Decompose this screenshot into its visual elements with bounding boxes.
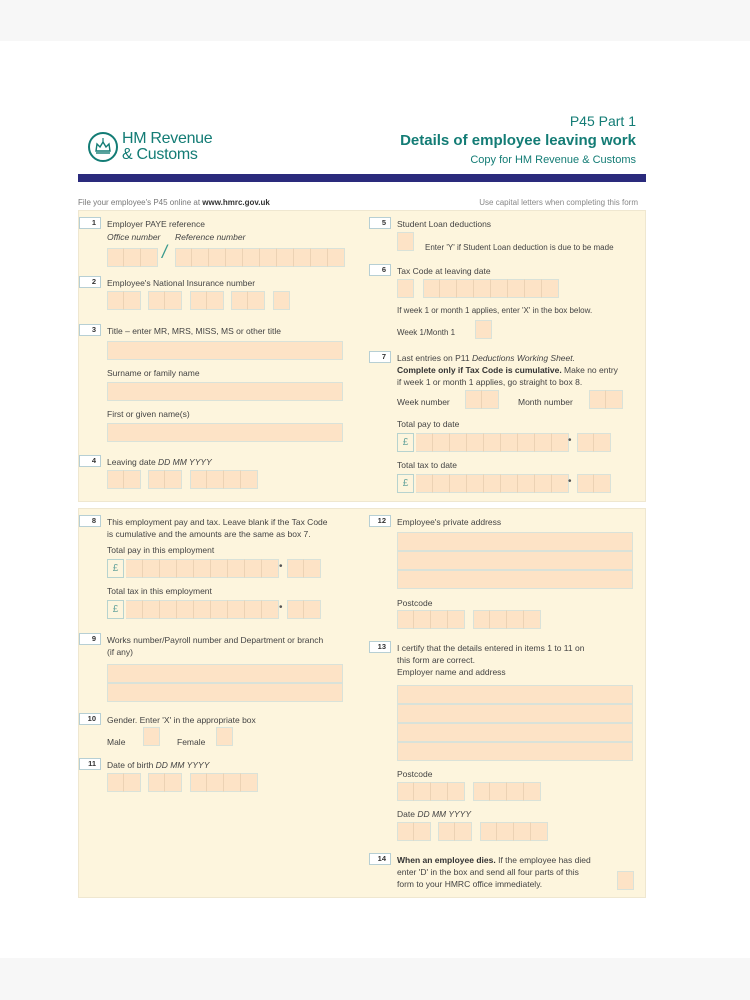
total-pay-to-date-pence[interactable] <box>577 433 611 452</box>
section-label-2: (if any) <box>107 647 133 657</box>
org-name-line2: & Customs <box>122 146 198 163</box>
form-title: Details of employee leaving work <box>400 132 636 149</box>
crown-icon <box>88 132 118 162</box>
section-label: I certify that the details entered in items 1 to 11 on <box>397 643 585 653</box>
ni-input-3[interactable] <box>190 291 224 310</box>
postcode-input-2[interactable] <box>473 610 541 629</box>
section-label: Employee's National Insurance number <box>107 278 256 288</box>
total-tax-to-date-pounds[interactable] <box>397 474 569 493</box>
panel-employee-details <box>78 210 646 502</box>
week1-label: Week 1/Month 1 <box>397 328 456 337</box>
section-number: 5 <box>369 217 391 229</box>
section-number: 12 <box>369 515 391 527</box>
bottom-band <box>0 958 750 1000</box>
cert-year-input[interactable] <box>480 822 548 841</box>
first-name-input[interactable] <box>107 423 343 442</box>
address-line-1[interactable] <box>397 532 633 551</box>
section-label-2: this form are correct. <box>397 655 475 665</box>
section-number: 8 <box>79 515 101 527</box>
male-checkbox[interactable] <box>143 727 160 746</box>
total-tax-pence[interactable] <box>287 600 321 619</box>
pound-icon: £ <box>107 600 124 619</box>
address-line-3[interactable] <box>397 570 633 589</box>
works-number-input-2[interactable] <box>107 683 343 702</box>
employer-address-line-2[interactable] <box>397 704 633 723</box>
total-pay-label: Total pay in this employment <box>107 545 215 555</box>
leaving-year-input[interactable] <box>190 470 258 489</box>
week1-month1-input[interactable] <box>475 320 492 339</box>
section-number: 6 <box>369 264 391 276</box>
section-label: This employment pay and tax. Leave blank if the Tax Code <box>107 517 328 527</box>
title-input[interactable] <box>107 341 343 360</box>
deceased-input[interactable] <box>617 871 634 890</box>
form-part: P45 Part 1 <box>569 113 636 129</box>
works-number-input-1[interactable] <box>107 664 343 683</box>
ni-input-4[interactable] <box>231 291 265 310</box>
total-tax-to-date-pence[interactable] <box>577 474 611 493</box>
section-number: 4 <box>79 455 101 467</box>
surname-label: Surname or family name <box>107 368 200 378</box>
decimal-point: • <box>568 435 572 446</box>
employer-name-label: Employer name and address <box>397 667 506 677</box>
postcode-label: Postcode <box>397 598 433 608</box>
section-number: 14 <box>369 853 391 865</box>
section-label: When an employee dies. If the employee has died <box>397 855 591 865</box>
dob-year-input[interactable] <box>190 773 258 792</box>
section-label: Last entries on P11 Deductions Working Sheet. <box>397 353 575 363</box>
total-tax-label: Total tax in this employment <box>107 586 212 596</box>
month-number-input[interactable] <box>589 390 623 409</box>
pound-icon: £ <box>397 433 414 452</box>
section-number: 11 <box>79 758 101 770</box>
reference-number-label: Reference number <box>175 232 246 242</box>
leaving-day-input[interactable] <box>107 470 141 489</box>
office-number-label: Office number <box>107 232 161 242</box>
decimal-point: • <box>568 476 572 487</box>
reference-number-input[interactable] <box>175 248 345 267</box>
employer-address-line-3[interactable] <box>397 723 633 742</box>
total-tax-to-date-label: Total tax to date <box>397 460 458 470</box>
pound-icon: £ <box>397 474 414 493</box>
male-label: Male <box>107 737 126 747</box>
section-label: Leaving date DD MM YYYY <box>107 457 212 467</box>
top-band <box>0 0 750 41</box>
deceased-note-2: enter 'D' in the box and send all four parts of this <box>397 867 579 877</box>
cumulative-note-2: if week 1 or month 1 applies, go straight to box 8. <box>397 377 583 387</box>
section-label: Student Loan deductions <box>397 219 492 229</box>
tax-code-input[interactable] <box>423 279 559 298</box>
capitals-note: Use capital letters when completing this form <box>479 198 638 207</box>
employer-postcode-input-1[interactable] <box>397 782 465 801</box>
date-label: Date DD MM YYYY <box>397 809 472 819</box>
section-number: 1 <box>79 217 101 229</box>
decimal-point: • <box>279 561 283 572</box>
total-pay-to-date-pounds[interactable] <box>397 433 569 452</box>
pound-icon: £ <box>107 559 124 578</box>
employer-postcode-input-2[interactable] <box>473 782 541 801</box>
section-number: 9 <box>79 633 101 645</box>
section-number: 7 <box>369 351 391 363</box>
section-label: Works number/Payroll number and Department or branch <box>107 635 324 645</box>
student-loan-hint: Enter 'Y' if Student Loan deduction is due to be made <box>425 243 614 252</box>
ni-input-2[interactable] <box>148 291 182 310</box>
section-label: Gender. Enter 'X' in the appropriate box <box>107 715 256 725</box>
employer-address-line-1[interactable] <box>397 685 633 704</box>
section-label: Tax Code at leaving date <box>397 266 491 276</box>
dob-month-input[interactable] <box>148 773 182 792</box>
address-line-2[interactable] <box>397 551 633 570</box>
total-tax-pounds[interactable] <box>107 600 279 619</box>
ni-input-1[interactable] <box>107 291 141 310</box>
decimal-point: • <box>279 602 283 613</box>
section-label: Date of birth DD MM YYYY <box>107 760 210 770</box>
cert-day-input[interactable] <box>397 822 431 841</box>
total-pay-pence[interactable] <box>287 559 321 578</box>
week-number-label: Week number <box>397 397 450 407</box>
female-checkbox[interactable] <box>216 727 233 746</box>
panel-employment-details <box>78 508 646 898</box>
section-number: 13 <box>369 641 391 653</box>
leaving-month-input[interactable] <box>148 470 182 489</box>
week1-hint: If week 1 or month 1 applies, enter 'X' in the box below. <box>397 306 593 315</box>
deceased-note-3: form to your HMRC office immediately. <box>397 879 543 889</box>
cert-month-input[interactable] <box>438 822 472 841</box>
tax-code-prefix-input[interactable] <box>397 279 414 298</box>
section-label: Employee's private address <box>397 517 502 527</box>
ni-input-5[interactable] <box>273 291 290 310</box>
cumulative-note: Complete only if Tax Code is cumulative. Make no entry <box>397 365 618 375</box>
p45-form <box>78 100 646 900</box>
student-loan-input[interactable] <box>397 232 414 251</box>
form-title-block <box>400 112 636 168</box>
section-label: Title – enter MR, MRS, MISS, MS or other title <box>107 326 281 336</box>
online-note: File your employee's P45 online at www.hmrc.gov.uk <box>78 198 270 207</box>
week-number-input[interactable] <box>465 390 499 409</box>
form-copy: Copy for HM Revenue & Customs <box>470 154 636 166</box>
office-number-input[interactable] <box>107 248 158 267</box>
first-name-label: First or given name(s) <box>107 409 190 419</box>
header-bar <box>78 174 646 182</box>
female-label: Female <box>177 737 206 747</box>
section-number: 3 <box>79 324 101 336</box>
dob-day-input[interactable] <box>107 773 141 792</box>
hmrc-link[interactable]: www.hmrc.gov.uk <box>202 198 270 207</box>
org-name-line1: HM Revenue <box>122 130 213 147</box>
month-number-label: Month number <box>518 397 573 407</box>
total-pay-to-date-label: Total pay to date <box>397 419 460 429</box>
employer-address-line-4[interactable] <box>397 742 633 761</box>
section-number: 10 <box>79 713 101 725</box>
slash-separator: / <box>162 242 168 262</box>
section-label-2: is cumulative and the amounts are the same as box 7. <box>107 529 311 539</box>
employer-postcode-label: Postcode <box>397 769 433 779</box>
section-number: 2 <box>79 276 101 288</box>
hmrc-logo <box>88 131 212 163</box>
section-label: Employer PAYE reference <box>107 219 205 229</box>
total-pay-pounds[interactable] <box>107 559 279 578</box>
surname-input[interactable] <box>107 382 343 401</box>
postcode-input-1[interactable] <box>397 610 465 629</box>
